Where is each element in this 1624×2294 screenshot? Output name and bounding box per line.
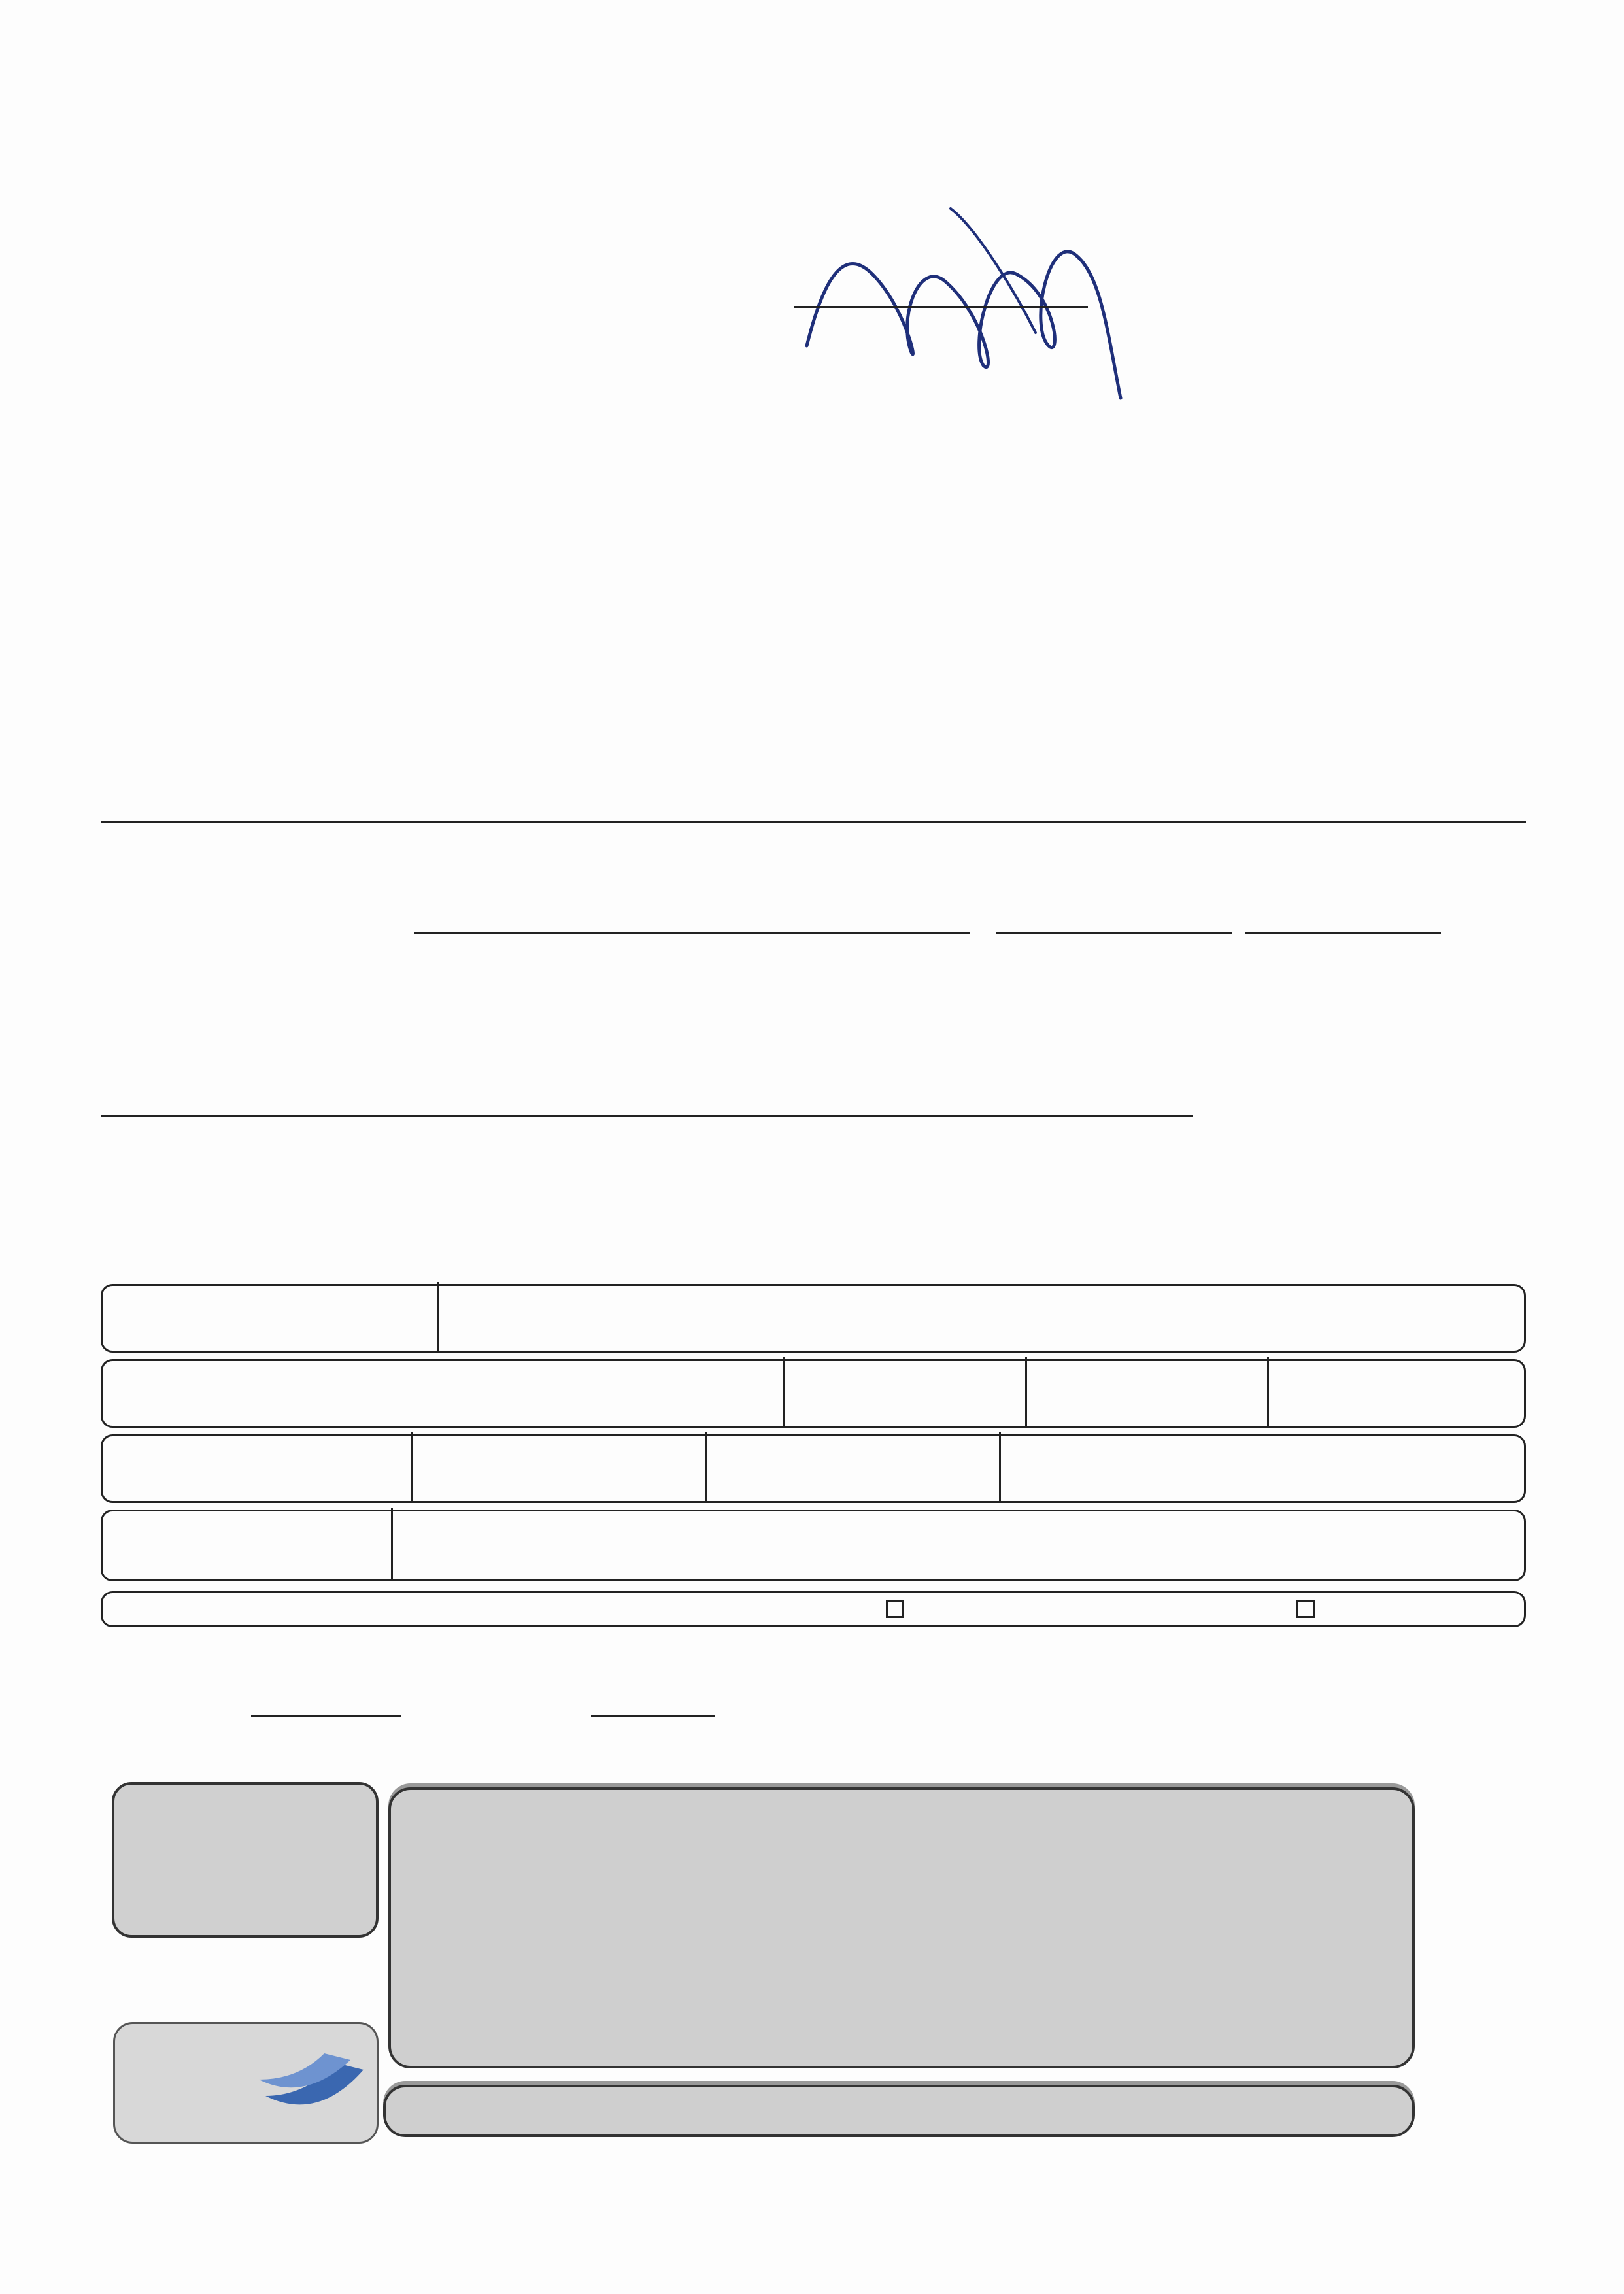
mtc-logo (113, 2022, 379, 2144)
contact-divider-3 (783, 1357, 785, 1426)
date-day-line (591, 1715, 715, 1717)
format-label-box (112, 1782, 379, 1938)
razon-doc-divider (391, 1508, 393, 1579)
date-year-line (251, 1715, 401, 1717)
agency-banner (383, 2085, 1415, 2137)
representante-divider (437, 1282, 439, 1351)
form-title-box (388, 1787, 1415, 2068)
person-type-row (101, 1591, 1526, 1627)
domicilio-divider-1 (999, 1432, 1001, 1501)
person-juridica-checkbox[interactable] (886, 1600, 904, 1619)
razon-social-row (101, 1510, 1526, 1581)
domicilio-row (101, 1434, 1526, 1503)
representante-row (101, 1284, 1526, 1353)
domicilio-divider-3 (411, 1432, 413, 1501)
equipo-funcion-line (414, 932, 970, 934)
contact-divider-2 (1025, 1357, 1027, 1426)
mtc-logo-icon (115, 2024, 377, 2142)
equipo-marca-line (996, 932, 1232, 934)
domicilio-divider-2 (705, 1432, 707, 1501)
contact-divider-1 (1267, 1357, 1269, 1426)
footer-note (75, 80, 1539, 143)
equipo-modelo-line (1245, 932, 1441, 934)
person-natural-checkbox[interactable] (1296, 1600, 1315, 1619)
section-1-header (1238, 1644, 1264, 1673)
contact-row (101, 1359, 1526, 1428)
signature-line (794, 306, 1088, 308)
section-2-line (101, 1115, 1193, 1117)
date-line (199, 1699, 787, 1758)
certificado-line (101, 821, 1526, 823)
